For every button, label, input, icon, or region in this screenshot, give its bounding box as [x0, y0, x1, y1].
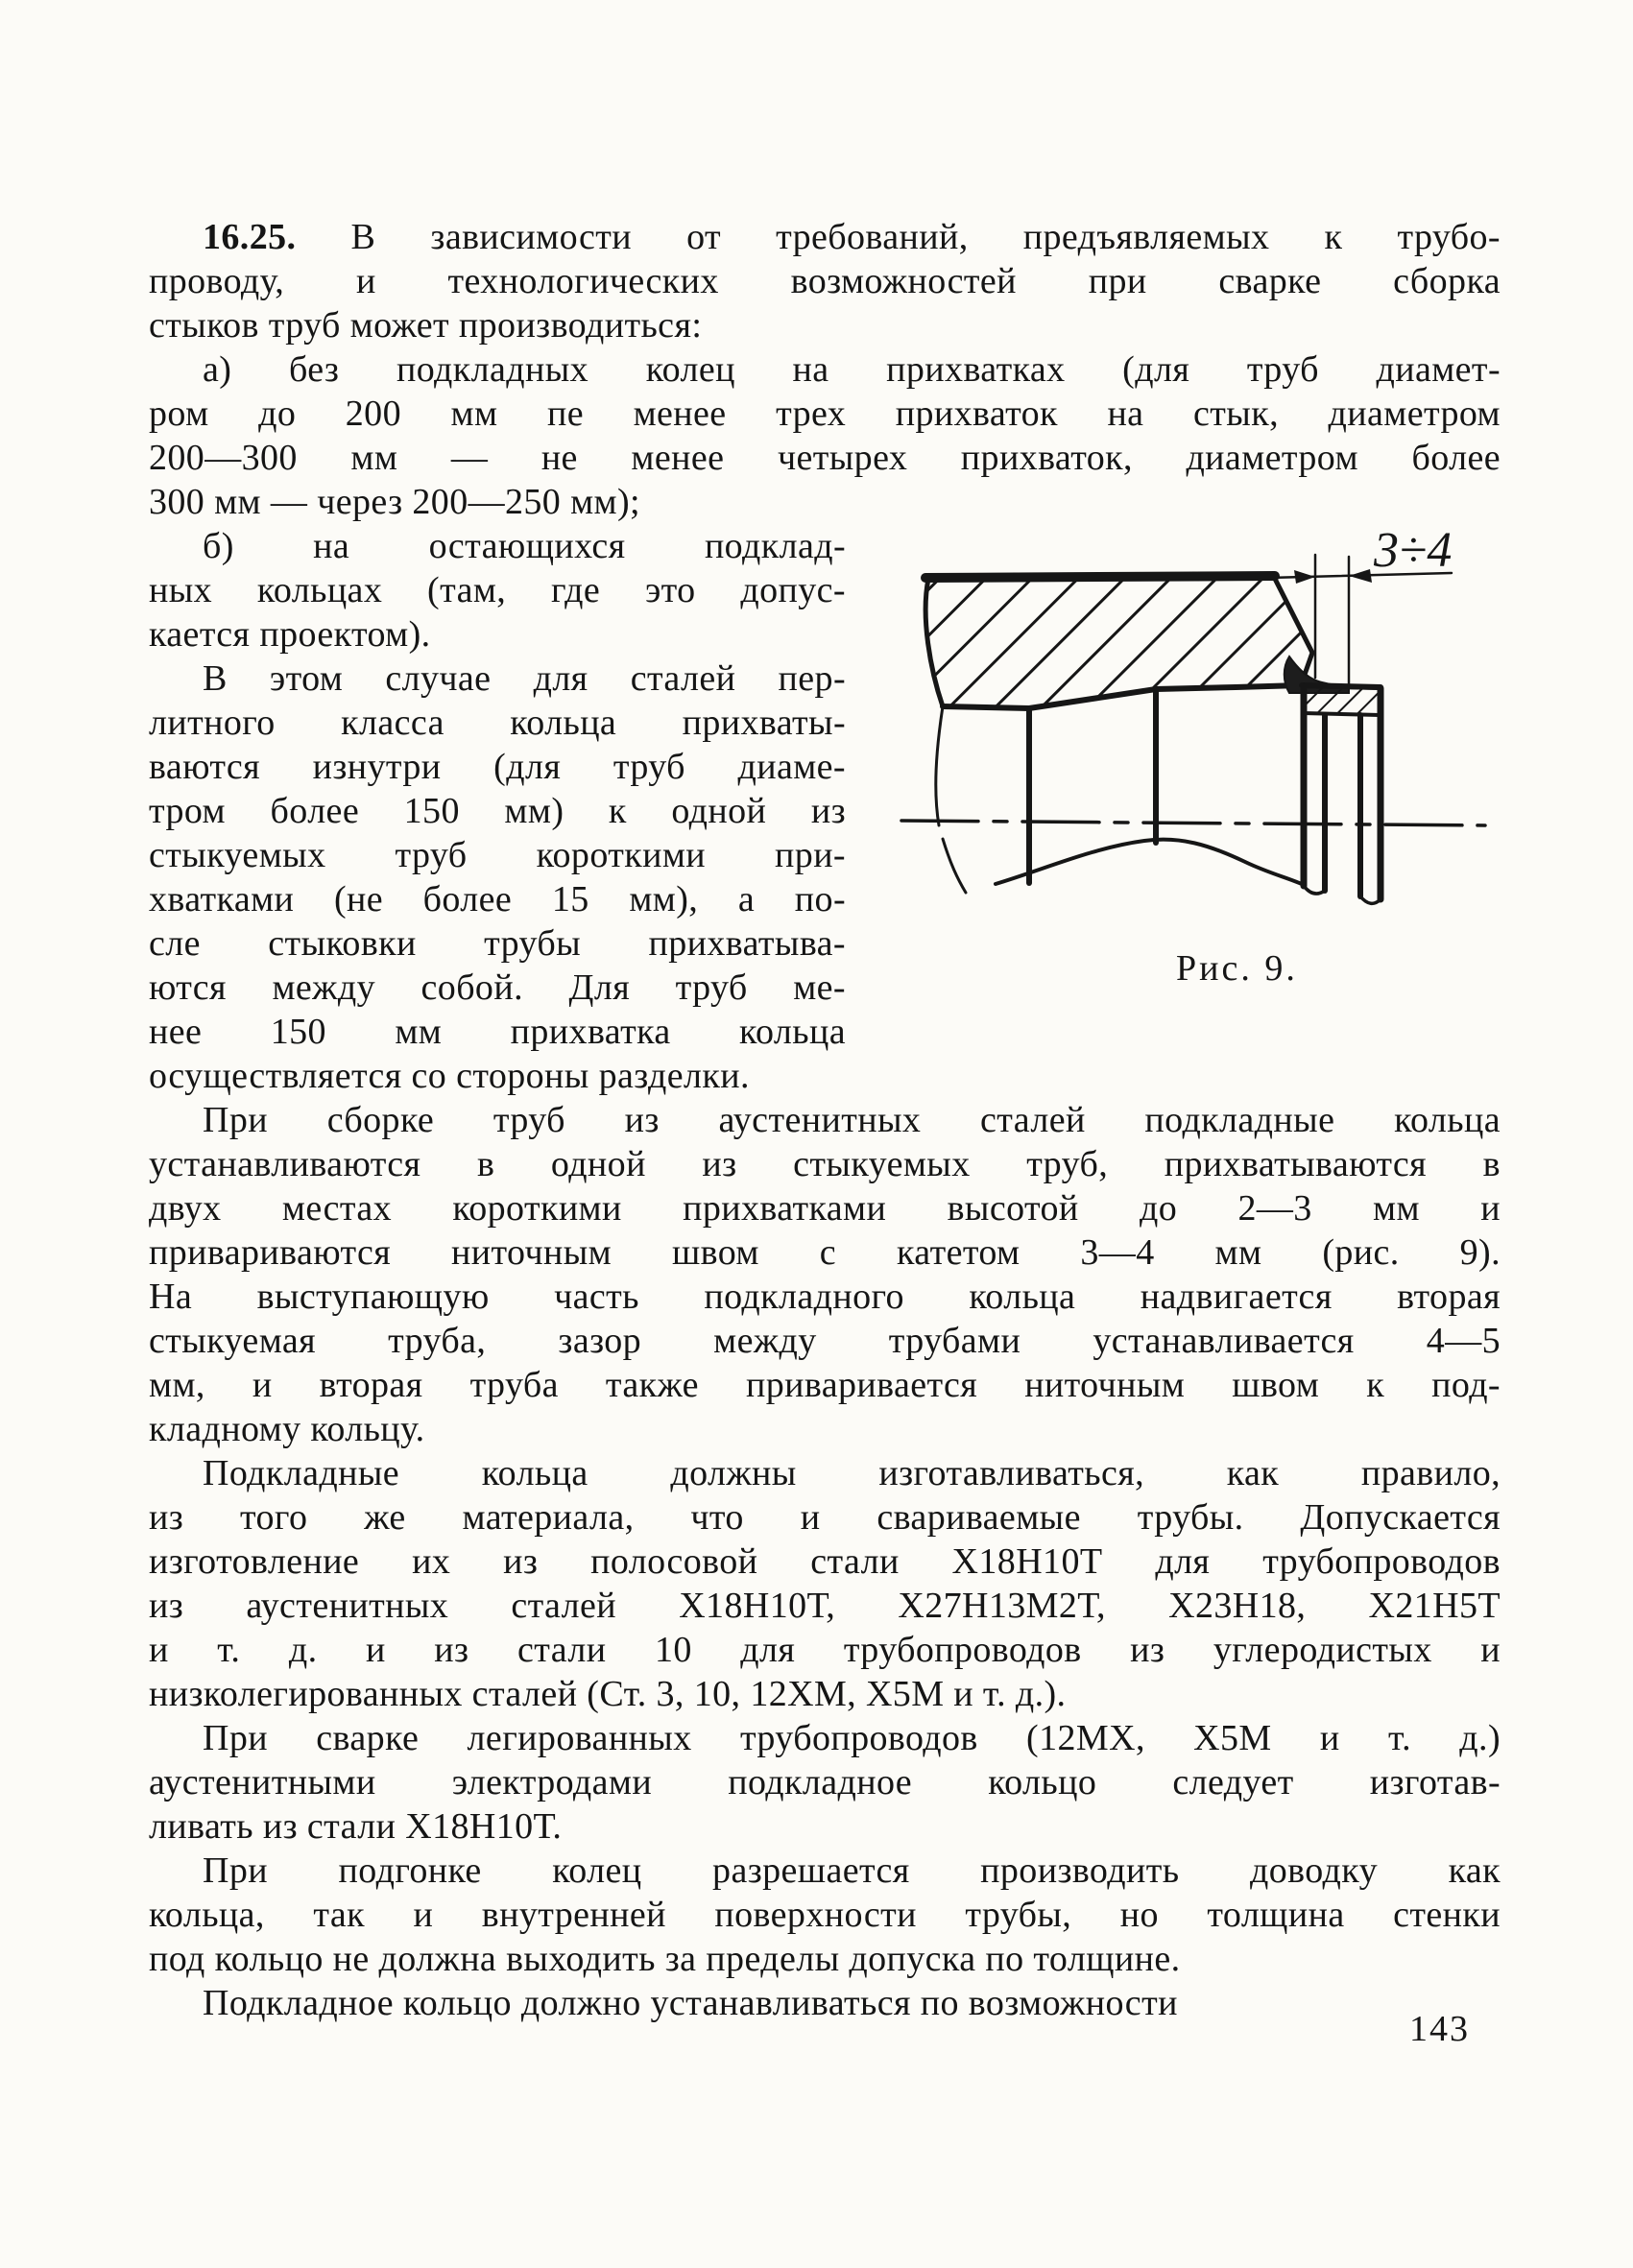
text-line: тром более 150 мм) к одной из [149, 791, 846, 831]
text-line: из того же материала, что и свариваемые трубы. Допускается [149, 1497, 1501, 1538]
break-line-bottom [996, 840, 1304, 885]
text-line: и т. д. и из стали 10 для трубопроводов из углеродистых и [149, 1630, 1501, 1670]
paragraph-16-25 [149, 215, 1501, 347]
text-line: кается проектом). [149, 614, 431, 655]
text-line: аустенитными электродами подкладное кольцо следует изготав- [149, 1762, 1501, 1802]
text-line: кольца, так и внутренней поверхности трубы, но толщина стенки [149, 1895, 1501, 1935]
dimension-arrow [1349, 569, 1372, 583]
text-line: двух местах короткими прихватками высотой до 2—3 мм и [149, 1188, 1501, 1229]
text-line: стыкуемая труба, зазор между трубами устанавливается 4—5 [149, 1321, 1501, 1361]
body-text [149, 215, 1501, 2025]
break-line-left [936, 706, 943, 825]
text-line: низколегированных сталей (Ст. 3, 10, 12ХМ, Х5М и т. д.). [149, 1674, 1067, 1714]
paragraph-austenitic-assembly [149, 1098, 1501, 1451]
text-line: сле стыковки трубы прихватыва- [149, 923, 846, 964]
paragraph-ring-material [149, 1451, 1501, 1716]
paragraph-ring-placement [149, 1981, 1501, 2025]
text-line: мм, и вторая труба также приваривается ниточным швом к под- [149, 1365, 1501, 1405]
centerline [901, 821, 1485, 825]
text-line: ных кольцах (там, где это допус- [149, 570, 846, 610]
text-line: устанавливаются в одной из стыкуемых труб, прихватываются в [149, 1144, 1501, 1184]
pipe-joint-drawing [861, 516, 1497, 967]
text-line: В этом случае для сталей пер- [203, 658, 846, 699]
text-line: При сварке легированных трубопроводов (12МХ, Х5М и т. д.) [203, 1718, 1501, 1758]
text-line: ливать из стали Х18Н10Т. [149, 1806, 563, 1847]
text-line: 16.25. В зависимости от требований, предъявляемых к трубо- [203, 217, 1501, 257]
text-line: На выступающую часть подкладного кольца надвигается вторая [149, 1277, 1501, 1317]
figure-caption: Рис. 9. [1176, 948, 1298, 989]
text-line: нее 150 мм прихватка кольца [149, 1012, 846, 1052]
ring-edge-foot [1304, 886, 1325, 894]
text-line: кладному кольцу. [149, 1409, 425, 1449]
text-line: стыкуемых труб короткими при- [149, 835, 846, 875]
text-line: При подгонке колец разрешается производить доводку как [203, 1850, 1501, 1891]
page-number: 143 [1409, 2009, 1470, 2049]
text-line: Подкладное кольцо должно устанавливаться по возможности [203, 1983, 1178, 2023]
text-line: под кольцо не должна выходить за пределы допуска по толщине. [149, 1939, 1181, 1979]
dimension-label: 3÷4 [1374, 523, 1453, 578]
text-line: проводу, и технологических возможностей при сварке сборка [149, 261, 1501, 301]
text-line: а) без подкладных колец на прихватках (для труб диамет- [203, 349, 1501, 390]
text-line: привариваются ниточным швом с катетом 3—4 мм (рис. 9). [149, 1232, 1501, 1273]
text-line: изготовление их из полосовой стали Х18Н10Т для трубопроводов [149, 1541, 1501, 1582]
text-line: ром до 200 мм пе менее трех прихваток на стык, диаметром [149, 394, 1501, 434]
figure-pipe-joint [861, 516, 1497, 1008]
backing-ring-bar [1304, 686, 1380, 715]
text-line: осуществляется со стороны разделки. [149, 1056, 750, 1096]
text-line: хватками (не более 15 мм), а по- [149, 879, 846, 919]
list-item-a [149, 347, 1501, 524]
text-line: стыков труб может производиться: [149, 305, 703, 346]
text-line: При сборке труб из аустенитных сталей подкладные кольца [203, 1100, 1501, 1140]
paragraph-alloyed-welding [149, 1716, 1501, 1849]
dimension-arrow [1294, 570, 1315, 584]
list-item-b [149, 524, 846, 657]
text-line: 200—300 мм — не менее четырех прихваток, диаметром более [149, 438, 1501, 478]
text-line: литного класса кольца прихваты- [149, 703, 846, 743]
text-line: б) на остающихся подклад- [203, 526, 846, 566]
break-line-left-dash [943, 839, 966, 893]
text-line: ются между собой. Для труб ме- [149, 967, 846, 1008]
text-line: Подкладные кольца должны изготавливаться, как правило, [203, 1453, 1501, 1493]
text-line: ваются изнутри (для труб диаме- [149, 747, 846, 787]
text-line: 300 мм — через 200—250 мм); [149, 482, 641, 522]
pipe-outer-surface [925, 576, 1275, 578]
paragraph-ring-fitting [149, 1849, 1501, 1981]
backing-ring-top-edge [1302, 685, 1381, 687]
text-line: из аустенитных сталей Х18Н10Т, Х27Н13М2Т, Х23Н18, Х21Н5Т [149, 1586, 1501, 1626]
paragraph-perlitic-case [149, 657, 846, 1098]
